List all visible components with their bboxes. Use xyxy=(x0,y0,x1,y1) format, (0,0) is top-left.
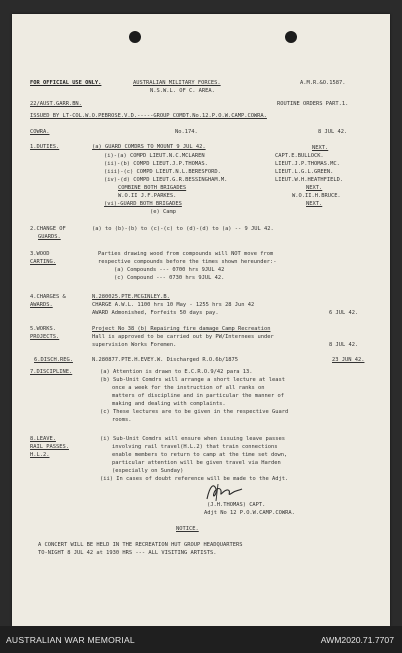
signature-name: (J.H.THOMAS) CAPT. xyxy=(207,502,266,508)
wood-carting-line: respective compounds before the times shown hereunder:- xyxy=(98,259,277,265)
leave-line: (ii) In cases of doubt reference will be made to the Adjt. xyxy=(100,476,289,482)
guard-brigades-heading: (vi)-GUARD BOTH BRIGADES xyxy=(104,201,182,207)
discipline-line: (a) Attention is drawn to E.C.R.O.9/42 para 13. xyxy=(100,369,253,375)
discipline-line: matters of discipline and in particular the manner of xyxy=(112,393,285,399)
charges-soldier: N.280025.PTE.MCGINLEY.B. xyxy=(92,294,170,300)
order-number: No.174. xyxy=(175,129,198,135)
combine-brigades-heading: COMBINE BOTH BRIGADES xyxy=(118,185,187,191)
duty-row-right: LIEUT.L.G.L.GREEN. xyxy=(275,169,334,175)
duties-label: 1.DUTIES. xyxy=(30,144,60,150)
handwritten-signature xyxy=(204,481,248,503)
discharge-label: 6.DISCH.REG. xyxy=(34,357,73,363)
wood-carting-label: 3.WOOD xyxy=(30,251,50,257)
works-label-2: PROJECTS. xyxy=(30,334,60,340)
duty-row-left: (i)-(a) COMPD LIEUT.N.C.MCLAREN xyxy=(104,153,205,159)
combine-left: W.O.II J.F.PARKES. xyxy=(118,193,177,199)
duty-row-right: LIEUT.W.H.HEATHFIELD. xyxy=(275,177,344,183)
institution-credit: AUSTRALIAN WAR MEMORIAL xyxy=(6,635,135,645)
org-line-1: AUSTRALIAN MILITARY FORCES. xyxy=(133,80,221,86)
duties-next-heading: NEXT. xyxy=(312,145,329,151)
charges-label-2: AWARDS. xyxy=(30,302,53,308)
camp-label: (e) Camp xyxy=(150,209,176,215)
leave-line: involving rail travel(H.L.2) that train connections xyxy=(112,444,278,450)
notice-line: TO-NIGHT 8 JUL 42 at 1930 HRS --- ALL VISITING ARTISTS. xyxy=(38,550,217,556)
duty-row-left: (iv)-(d) COMPD LIEUT.G.R.BESSINGHAM.M. xyxy=(104,177,228,183)
discharge-date: 23 JUN 42. xyxy=(332,357,365,363)
leave-line: particular attention will be given travel via Harden xyxy=(112,460,281,466)
works-label: 5.WORKS. xyxy=(30,326,56,332)
leave-label-2: RAIL PASSES. xyxy=(30,444,69,450)
charges-charge: CHARGE A.W.L. 1100 hrs 10 May - 1255 hrs 28 Jun 42 xyxy=(92,302,255,308)
duty-row-right: CAPT.E.BULLOCK. xyxy=(275,153,324,159)
leave-line: (i) Sub-Unit Comdrs will ensure when issuing leave passes xyxy=(100,436,285,442)
punch-hole xyxy=(285,31,297,43)
works-line: supervision Works Foremen. xyxy=(92,342,177,348)
duty-row-left: (iii)-(c) COMPD LIEUT.N.L.BERESFORD. xyxy=(104,169,221,175)
duties-guard-heading: (a) GUARD COMDRS TO MOUNT 9 JUL 42. xyxy=(92,144,206,150)
notice-heading: NOTICE. xyxy=(176,526,199,532)
works-line: Project No 38 (b) Repairing fire damage Camp Recreation xyxy=(92,326,271,332)
leave-line: enable members to return to camp at the time set down, xyxy=(112,452,288,458)
footer-bar xyxy=(0,626,402,653)
accession-number: AWM2020.71.7707 xyxy=(320,635,394,645)
punch-hole xyxy=(129,31,141,43)
wood-carting-line: Parties drawing wood from compounds will NOT move from xyxy=(98,251,274,257)
routine-orders-label: ROUTINE ORDERS PART.1. xyxy=(277,101,349,107)
location-label: COWRA. xyxy=(30,129,50,135)
charges-award: AWARD Admonished, Forfeits 50 days pay. xyxy=(92,310,219,316)
guard-next-heading: NEXT. xyxy=(306,201,323,207)
leave-line: (especially on Sunday) xyxy=(112,468,184,474)
wood-carting-line: (c) Compound --- 0730 hrs 9JUL 42. xyxy=(114,275,225,281)
change-guards-label-2: GUARDS. xyxy=(38,234,61,240)
works-date: 8 JUL 42. xyxy=(329,342,359,348)
works-line: Hall is approved to be carried out by PW/Internees under xyxy=(92,334,274,340)
amr-reference: A.M.R.&O.1587. xyxy=(300,80,346,86)
order-date: 8 JUL 42. xyxy=(318,129,348,135)
issued-by-line: ISSUED BY LT-COL.W.O.PEBROSE.V.D.-----GROUP COMDT.No.12.P.O.W.CAMP.COWRA. xyxy=(30,113,267,119)
leave-label: 8.LEAVE. xyxy=(30,436,56,442)
official-use-label: FOR OFFICIAL USE ONLY. xyxy=(30,80,102,86)
discipline-line: (c) These lectures are to be given in the respective Guard xyxy=(100,409,289,415)
change-guards-label: 2.CHANGE OF xyxy=(30,226,66,232)
discipline-label: 7.DISCIPLINE. xyxy=(30,369,73,375)
discipline-line: making and dealing with complaints. xyxy=(112,401,226,407)
duty-row-left: (ii)-(b) COMPD LIEUT.J.P.THOMAS. xyxy=(104,161,208,167)
unit-label: 22/AUST.GARR.BN. xyxy=(30,101,82,107)
combine-right: W.O.II.H.BRUCE. xyxy=(292,193,341,199)
charges-label: 4.CHARGES & xyxy=(30,294,66,300)
discipline-line: rooms. xyxy=(112,417,132,423)
charges-date: 6 JUL 42. xyxy=(329,310,359,316)
discharge-text: N.280877.PTE.H.EVEY.W. Discharged R.O.6b/1875 xyxy=(92,357,239,363)
change-guards-text: (a) to (b)-(b) to (c)-(c) to (d)-(d) to (a) -- 9 JUL 42. xyxy=(92,226,274,232)
leave-label-3: H.L.2. xyxy=(30,452,50,458)
discipline-line: once a week for the instruction of all ranks on xyxy=(112,385,265,391)
notice-line: A CONCERT WILL BE HELD IN THE RECREATION HUT GROUP HEADQUARTERS xyxy=(38,542,243,548)
signature-title: Adjt No 12 P.O.W.CAMP.COWRA. xyxy=(204,510,295,516)
combine-next-heading: NEXT. xyxy=(306,185,323,191)
wood-carting-line: (a) Compounds --- 0700 hrs 9JUL 42 xyxy=(114,267,225,273)
wood-carting-label-2: CARTING. xyxy=(30,259,56,265)
org-line-2: N.S.W.L. OF C. AREA. xyxy=(150,88,215,94)
duty-row-right: LIEUT.J.P.THOMAS.MC. xyxy=(275,161,340,167)
discipline-line: (b) Sub-Unit Comdrs will arrange a short lecture at least xyxy=(100,377,285,383)
